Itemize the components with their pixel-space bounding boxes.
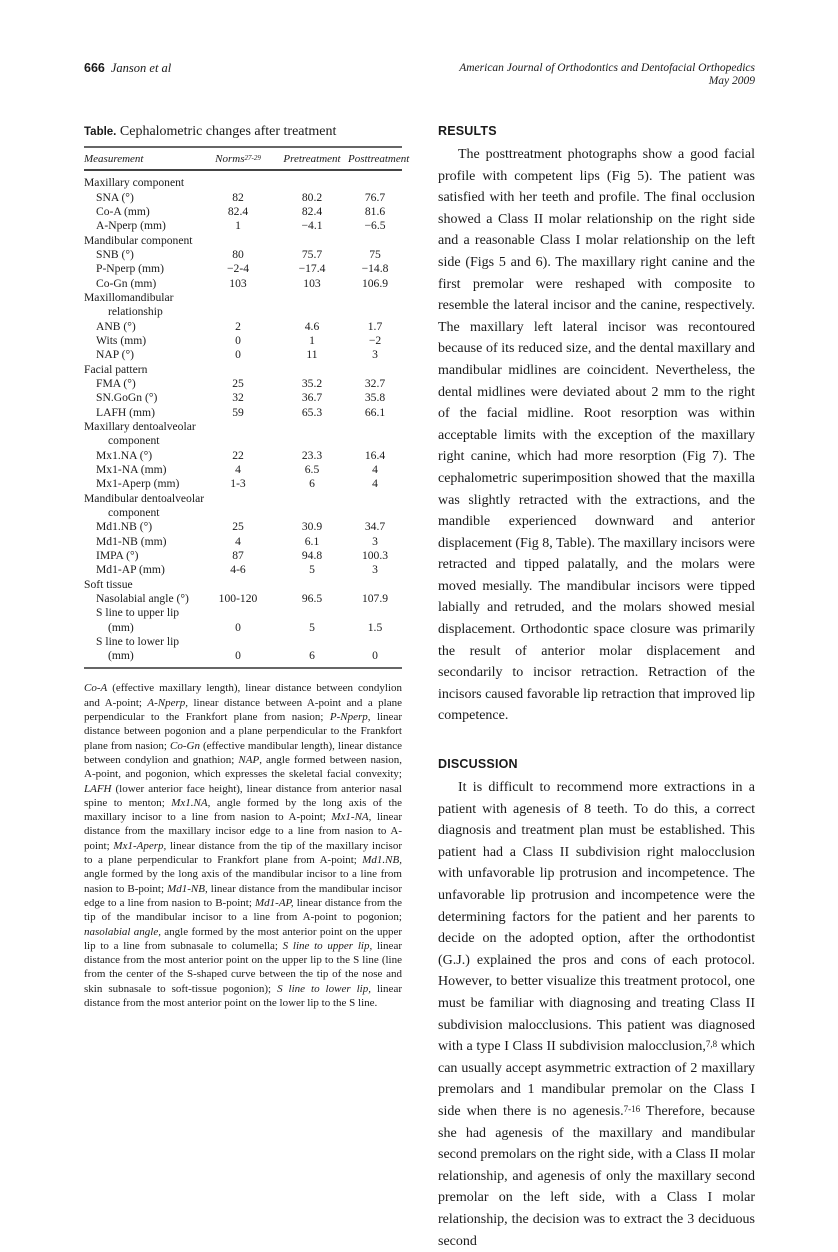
cell-pretreatment: 75.7 [301, 247, 323, 261]
table-row [84, 262, 402, 276]
row-label: Maxillary dentoalveolar [84, 419, 196, 433]
table-row [84, 291, 402, 305]
footnote-term: Co-Gn [170, 739, 200, 752]
cell-pretreatment: 35.2 [301, 376, 323, 390]
footnote-definition: linear distance from the mandibular incisor edge to a line from nasion to B-point; [84, 882, 402, 909]
footnote-term: LAFH [84, 782, 112, 795]
cell-posttreatment: 3 [372, 563, 378, 577]
cell-norms: 87 [232, 548, 244, 562]
cell-posttreatment: 0 [372, 649, 378, 663]
row-label: Nasolabial angle (°) [96, 591, 189, 605]
row-label: Mx1.NA (°) [96, 448, 153, 462]
cell-norms [200, 420, 276, 434]
footnote-term: NAP [238, 753, 260, 766]
row-label: component [108, 434, 160, 448]
cell-posttreatment: 4 [372, 462, 378, 476]
cell-pretreatment [276, 492, 348, 506]
cell-norms [200, 434, 276, 448]
cell-norms [200, 234, 276, 248]
table-row [84, 219, 402, 233]
table-row [84, 191, 402, 205]
cell-norms: 2 [235, 319, 241, 333]
table-row [84, 649, 402, 668]
cell-norms: 0 [235, 620, 241, 634]
table-row [84, 463, 402, 477]
cell-norms [200, 492, 276, 506]
footnote-term: Md1-AP, [255, 896, 294, 909]
cell-posttreatment: 35.8 [364, 391, 386, 405]
row-label: SN.GoGn (°) [96, 391, 158, 405]
cell-posttreatment: −2 [368, 333, 382, 347]
row-label: Mandibular dentoalveolar [84, 491, 205, 505]
table-row [84, 563, 402, 577]
cell-pretreatment [276, 420, 348, 434]
row-label: A-Nperp (mm) [96, 219, 166, 233]
table-row [84, 477, 402, 491]
table-row [84, 363, 402, 377]
cell-pretreatment: −4.1 [301, 219, 323, 233]
footnote-term: P-Nperp, [329, 711, 371, 724]
row-label: SNA (°) [96, 190, 134, 204]
row-label: Md1.NB (°) [96, 520, 153, 534]
table-footnote [84, 681, 402, 1010]
cell-pretreatment: 23.3 [301, 448, 323, 462]
cell-norms: 22 [232, 448, 244, 462]
row-label: Maxillomandibular [84, 290, 174, 304]
cell-posttreatment [348, 492, 402, 506]
table-row [84, 234, 402, 248]
cell-pretreatment [276, 305, 348, 319]
row-label: Wits (mm) [96, 333, 147, 347]
cell-norms [200, 606, 276, 620]
cell-norms: 0 [235, 333, 241, 347]
cell-pretreatment: 6.1 [304, 534, 320, 548]
cell-norms: 4 [235, 534, 241, 548]
cell-pretreatment: −17.4 [298, 262, 326, 276]
cell-posttreatment: 107.9 [361, 591, 389, 605]
table-row [84, 334, 402, 348]
row-label: relationship [108, 305, 163, 319]
row-label: Facial pattern [84, 362, 148, 376]
footnote-term: Mx1.NA, [171, 796, 211, 809]
cell-pretreatment: 36.7 [301, 391, 323, 405]
row-label: FMA (°) [96, 376, 136, 390]
footnote-term: S line to upper lip, [282, 939, 373, 952]
table-row [84, 305, 402, 319]
table-row [84, 635, 402, 649]
footnote-term: S line to lower lip, [277, 982, 371, 995]
row-label: Md1-AP (mm) [96, 563, 165, 577]
footnote-definition: (effective maxillary length), linear distance between condylion and A-point; [84, 682, 402, 709]
cell-posttreatment [348, 234, 402, 248]
right-column [438, 124, 755, 1252]
footnote-term: Mx1-Aperp, [113, 839, 167, 852]
footnote-term: Mx1-NA, [331, 811, 372, 824]
row-label: SNB (°) [96, 247, 134, 261]
discussion-heading: DISCUSSION [438, 757, 518, 772]
cell-posttreatment: 4 [372, 477, 378, 491]
cell-pretreatment [276, 434, 348, 448]
cell-pretreatment [276, 234, 348, 248]
col-posttreatment: Posttreatment [348, 147, 402, 170]
cell-norms [200, 170, 276, 190]
cell-posttreatment [348, 420, 402, 434]
footnote-term: Co-A [84, 682, 108, 695]
footnote-definition: , angle formed between nasion, A-point, and pogonion, which expresses the skeletal facial convexity; [84, 753, 402, 781]
cell-norms: −2-4 [227, 262, 249, 276]
row-label: S line to lower lip [96, 634, 180, 648]
cell-posttreatment: 1.5 [367, 620, 383, 634]
table-caption [84, 124, 402, 140]
table-row [84, 420, 402, 434]
cell-pretreatment: 4.6 [304, 319, 320, 333]
row-label: ANB (°) [96, 319, 136, 333]
table-row [84, 492, 402, 506]
running-header-left [84, 61, 171, 76]
row-label: Co-Gn (mm) [96, 276, 157, 290]
journal-name: American Journal of Orthodontics and Dentofacial Orthopedics [459, 62, 755, 74]
cell-posttreatment: 3 [372, 348, 378, 362]
footnote-term: A-Nperp, [147, 696, 189, 709]
cell-norms: 4 [235, 462, 241, 476]
cell-pretreatment: 5 [309, 620, 315, 634]
cell-pretreatment: 6 [309, 649, 315, 663]
cell-norms [200, 305, 276, 319]
row-label: P-Nperp (mm) [96, 262, 164, 276]
cell-posttreatment: 32.7 [364, 376, 386, 390]
table-title: Cephalometric changes after treatment [119, 124, 337, 139]
cell-norms: 82.4 [227, 204, 249, 218]
footnote-term: Md1.NB, [362, 854, 402, 867]
row-label: Md1-NB (mm) [96, 534, 167, 548]
row-label: NAP (°) [96, 348, 135, 362]
cell-norms [200, 578, 276, 592]
table-row [84, 277, 402, 291]
cell-pretreatment: 6.5 [304, 462, 320, 476]
cell-pretreatment: 82.4 [301, 204, 323, 218]
table-row [84, 592, 402, 606]
issue-date: May 2009 [708, 75, 755, 87]
cell-posttreatment [348, 578, 402, 592]
table-label: Table. [84, 126, 117, 138]
footnote-definition: (lower anterior face height), linear distance from anterior nasal spine to menton; [84, 782, 402, 809]
row-label: (mm) [108, 649, 134, 663]
cell-norms [200, 291, 276, 305]
row-label: component [108, 505, 160, 519]
cell-pretreatment: 11 [306, 348, 318, 362]
table-row [84, 506, 402, 520]
cell-posttreatment: 66.1 [364, 405, 386, 419]
cell-pretreatment: 30.9 [301, 520, 323, 534]
cell-posttreatment: 106.9 [361, 276, 389, 290]
table-row [84, 320, 402, 334]
cell-pretreatment [276, 363, 348, 377]
cell-norms: 0 [235, 649, 241, 663]
cell-pretreatment: 94.8 [301, 548, 323, 562]
running-header-right [459, 62, 755, 88]
table-row [84, 348, 402, 362]
cell-pretreatment: 80.2 [301, 190, 323, 204]
footnote-term: nasolabial angle, [84, 925, 161, 938]
cell-norms: 100-120 [218, 591, 258, 605]
cell-posttreatment: 16.4 [364, 448, 386, 462]
footnote-definition: linear distance from the tip of the maxillary incisor to a plane perpendicular to Frankfort plane from A-point; [84, 839, 402, 867]
cell-norms [200, 635, 276, 649]
footnote-definition: linear distance from the most anterior point on the lower lip to the S line. [84, 982, 402, 1010]
footnote-definition: linear distance between A-point and a plane perpendicular to the Frankfort plane from nasion; [84, 696, 402, 724]
table-row [84, 549, 402, 563]
cell-posttreatment [348, 434, 402, 448]
cell-posttreatment [348, 291, 402, 305]
col-pretreatment: Pretreatment [276, 147, 348, 170]
cell-norms: 4-6 [230, 563, 246, 577]
table-row [84, 248, 402, 262]
cell-norms: 80 [232, 247, 244, 261]
row-label: LAFH (mm) [96, 405, 155, 419]
cell-norms: 25 [232, 520, 244, 534]
table-row [84, 391, 402, 405]
cell-posttreatment: −6.5 [364, 219, 386, 233]
cell-posttreatment: 76.7 [364, 190, 386, 204]
cell-pretreatment [276, 635, 348, 649]
row-label: Soft tissue [84, 577, 133, 591]
table-row [84, 606, 402, 620]
cell-posttreatment [348, 305, 402, 319]
cell-norms: 32 [232, 391, 244, 405]
results-paragraph: The posttreatment photographs show a good facial profile with competent lips (Fig 5). The patient was satisfied with her teeth and profile. The final occlusion showed a Class II molar relationship on the right side and a reasonable Class I molar relationship on the left side (Figs 5 and 6). The maxillary right canine and the first premolar were reshaped with composite to resemble the lateral incisor and the canine, respectively. The maxillary left lateral incisor was recontoured because of its reduced size, and the dental maxillary and mandibular midlines are coincident. Nevertheless, the dental midlines were deviated about 2 mm to the right of the facial midline. Root resorption was within acceptable limits with the exception of the maxillary right canine, which had more resorption (Fig 7). The cephalometric superimposition showed that the maxilla was slightly retracted with the extractions, and the mandible experienced downward and anterior displacement (Fig 8, Table). The maxillary incisors were retracted and tipped palatally, and the molars were moved mesially. The mandibular incisors were tipped labially and retruded, and the molars showed mesial displacement. Orthodontic space closure was primarily the result of anterior molar displacement and secondarily to incisor retraction. Retraction of the incisors caused favorable lip retraction that improved lip competence. [438, 147, 755, 724]
table-row [84, 449, 402, 463]
row-label: S line to upper lip [96, 606, 180, 620]
footnote-definition: linear distance between pogonion and a plane perpendicular to the Frankfort plane from nasion; [84, 711, 402, 752]
cephalometric-table [84, 146, 410, 669]
table-row [84, 535, 402, 549]
cell-posttreatment [348, 170, 402, 190]
row-label: Mx1-Aperp (mm) [96, 477, 180, 491]
row-label: IMPA (°) [96, 548, 139, 562]
cell-norms [200, 363, 276, 377]
page-number: 666 [84, 61, 105, 75]
col-norms: Norms$^{27-29}$ [200, 147, 276, 170]
cell-pretreatment [276, 578, 348, 592]
cell-posttreatment [348, 506, 402, 520]
table-row [84, 377, 402, 391]
table-row [84, 621, 402, 635]
cell-posttreatment [348, 606, 402, 620]
cell-pretreatment [276, 606, 348, 620]
table-header-row [84, 147, 402, 170]
table-row [84, 578, 402, 592]
footnote-definition: linear distance from the tip of the mandibular incisor to a line from A-point to pogonion; [84, 896, 402, 924]
footnote-definition: linear distance from the maxillary incisor edge to a line from nasion to A-point; [84, 811, 402, 852]
cell-norms: 59 [232, 405, 244, 419]
cell-pretreatment [276, 506, 348, 520]
cell-posttreatment: 81.6 [364, 204, 386, 218]
cell-pretreatment: 1 [309, 333, 315, 347]
cell-norms: 0 [235, 348, 241, 362]
cell-pretreatment: 65.3 [301, 405, 323, 419]
cell-norms [200, 506, 276, 520]
cell-pretreatment [276, 291, 348, 305]
discussion-paragraph: It is difficult to recommend more extractions in a patient with agenesis of 8 teeth. To do this, a correct diagnosis and treatment plan must be established. This patient had a Class II subdivision right malocclusion with unfavorable lip protrusion and incompetence. The unfavorable lip protrusion and incompetence were the determining factors for the patient and her parents to decide on the adopted option, after the orthodontist (G.J.) explained the pros and cons of each protocol. However, to better visualize this treatment protocol, one must be familiar with diagnosing and treating Class II subdivision malocclusions. This patient was diagnosed with a type I Class II subdivision malocclusion,$^{7,8}$ which can usually accept asymmetric extraction of 2 maxillary premolars and 1 mandibular premolar on the Class I side when there is no agenesis.$^{7-16}$ Therefore, because she had agenesis of the maxillary and mandibular second premolars on the right side, with a Class II molar relationship, and agenesis of only the maxillary second premolar on the left side, with a Class I molar relationship, the decision was to extract the 3 deciduous second [438, 780, 756, 1249]
table-row [84, 406, 402, 420]
table-row [84, 205, 402, 219]
col-measurement: Measurement [84, 147, 200, 170]
footnote-definition: linear distance from the most anterior point on the upper lip to the S line (line from the center of the S-shaped curve between the tip of the nose and skin subnasale to soft-tissue pogonion); [84, 939, 402, 995]
table-row [84, 520, 402, 534]
cell-posttreatment: 75 [369, 247, 381, 261]
row-label: Mandibular component [84, 233, 193, 247]
cell-norms: 1 [235, 219, 241, 233]
row-label: Maxillary component [84, 176, 185, 190]
cell-pretreatment [276, 170, 348, 190]
row-label: (mm) [108, 620, 134, 634]
results-heading: RESULTS [438, 124, 497, 138]
footnote-definition: angle formed by the long axis of the maxillary incisor to a line from nasion to A-point; [84, 796, 402, 824]
cell-pretreatment: 96.5 [301, 591, 323, 605]
footnote-definition: angle formed by the most anterior point on the upper lip to a line from subnasale to columella; [84, 925, 402, 952]
cell-posttreatment: 34.7 [364, 520, 386, 534]
row-label: Co-A (mm) [96, 204, 150, 218]
cell-posttreatment: 100.3 [361, 548, 389, 562]
authors: Janson et al [110, 61, 172, 75]
cell-posttreatment: −14.8 [361, 262, 389, 276]
footnote-definition: angle formed by the long axis of the mandibular incisor to a line from nasion to B-point; [84, 868, 402, 895]
row-label: Mx1-NA (mm) [96, 462, 167, 476]
cell-norms: 1-3 [230, 477, 246, 491]
footnote-term: Md1-NB, [167, 882, 208, 895]
cell-norms: 82 [232, 190, 244, 204]
cell-pretreatment: 103 [303, 276, 321, 290]
cell-posttreatment: 3 [372, 534, 378, 548]
table-section [84, 124, 410, 1010]
cell-pretreatment: 6 [309, 477, 315, 491]
cell-pretreatment: 5 [309, 563, 315, 577]
cell-posttreatment [348, 363, 402, 377]
cell-norms: 103 [229, 276, 247, 290]
footnote-definition: (effective mandibular length), linear distance between condylion and gnathion; [84, 739, 402, 766]
cell-posttreatment: 1.7 [367, 319, 383, 333]
cell-posttreatment [348, 635, 402, 649]
table-row [84, 434, 402, 448]
table-row [84, 170, 402, 190]
cell-norms: 25 [232, 376, 244, 390]
